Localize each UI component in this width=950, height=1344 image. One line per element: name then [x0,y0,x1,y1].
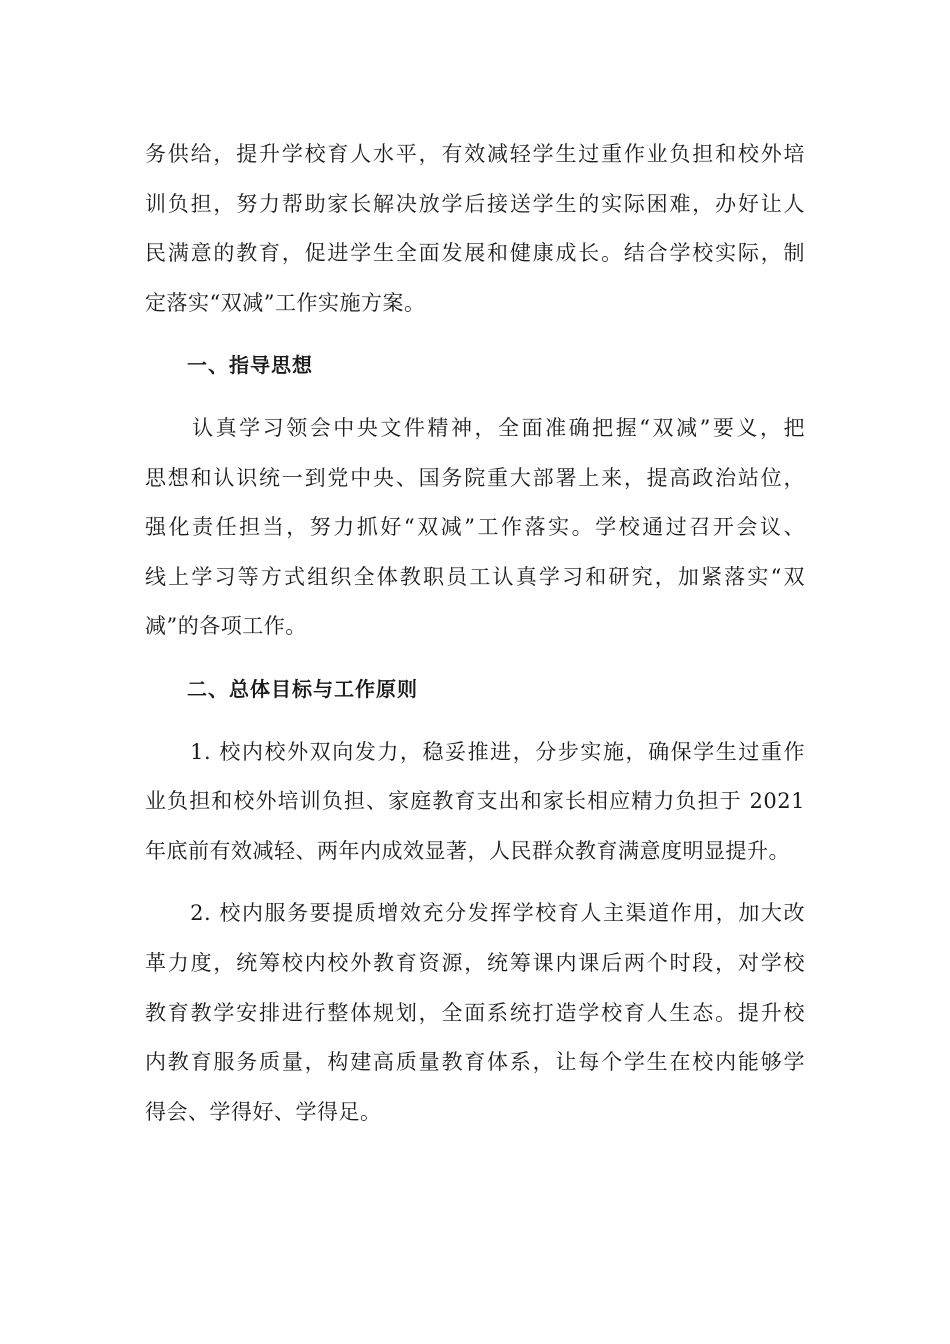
guiding-ideology-paragraph [145,404,805,652]
text-line: 训负担，努力帮助家长解决放学后接送学生的实际困难，办好让人 [145,191,805,216]
goal-item-2 [145,889,805,1137]
text-line: 业负担和校外培训负担、家庭教育支出和家长相应精力负担于 2021 [145,789,805,814]
text-line: 定落实“双减”工作实施方案。 [145,290,426,315]
text-line: 思想和认识统一到党中央、国务院重大部署上来，提高政治站位， [145,465,805,490]
section-heading-goals-principles: 二、总体目标与工作原则 [187,676,418,701]
text-line: 2. 校内服务要提质增效充分发挥学校育人主渠道作用，加大改 [145,901,805,926]
text-line: 强化责任担当，努力抓好“双减”工作落实。学校通过召开会议、 [145,515,805,540]
text-line: 认真学习领会中央文件精神，全面准确把握“双减”要义，把 [145,415,805,440]
text-line: 民满意的教育，促进学生全面发展和健康成长。结合学校实际，制 [145,241,805,266]
text-line: 减”的各项工作。 [145,614,307,639]
intro-paragraph [145,130,805,328]
text-line: 教育教学安排进行整体规划，全面系统打造学校育人生态。提升校 [145,1000,805,1025]
text-line: 得会、学得好、学得足。 [145,1099,382,1124]
text-line: 年底前有效减轻、两年内成效显著，人民群众教育满意度明显提升。 [145,838,790,863]
text-line: 内教育服务质量，构建高质量教育体系，让每个学生在校内能够学 [145,1050,805,1075]
text-line: 1. 校内校外双向发力，稳妥推进，分步实施，确保学生过重作 [145,739,805,764]
text-line: 务供给，提升学校育人水平，有效减轻学生过重作业负担和校外培 [145,142,805,166]
text-line: 线上学习等方式组织全体教职员工认真学习和研究，加紧落实“双 [145,564,805,589]
section-heading-guiding-ideology: 一、指导思想 [187,353,313,378]
goal-item-1 [145,728,805,877]
text-line: 革力度，统筹校内校外教育资源，统筹课内课后两个时段，对学校 [145,950,805,975]
